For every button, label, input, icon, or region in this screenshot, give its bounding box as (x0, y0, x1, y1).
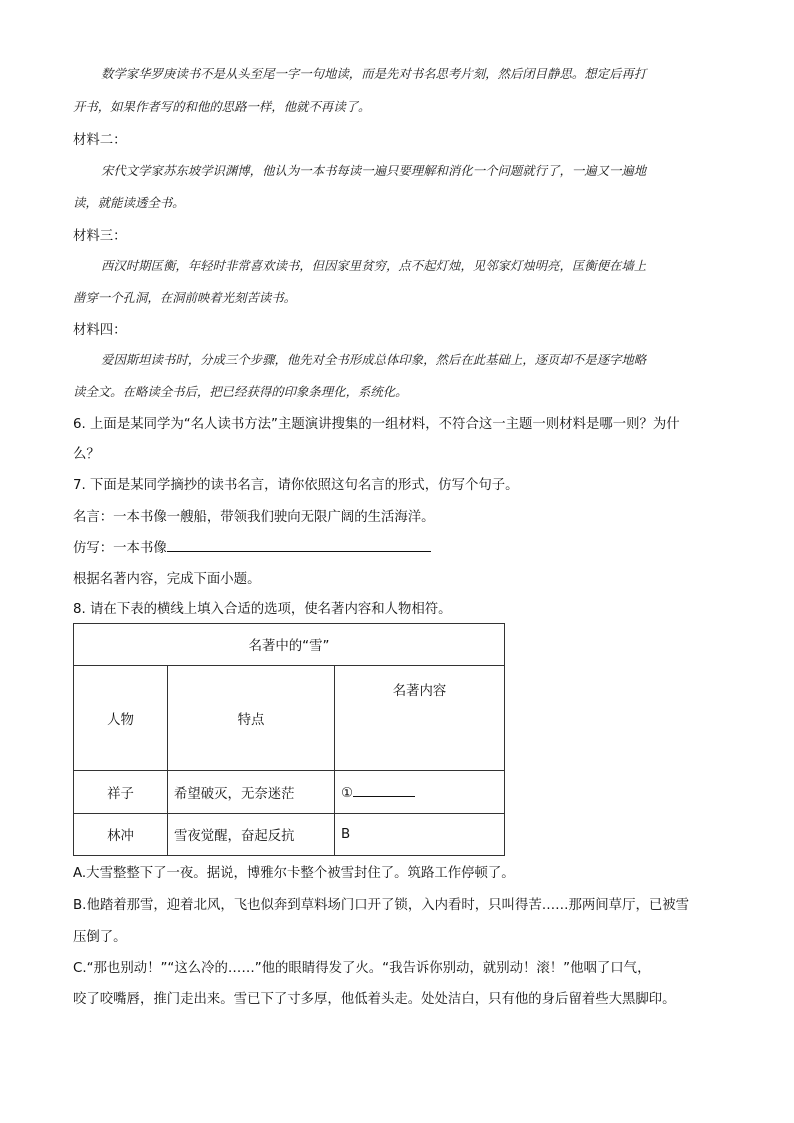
material4-line1: 爱因斯坦读书时，分成三个步骤，他先对全书形成总体印象，然后在此基础上，逐页却不是逐字地略 (101, 352, 647, 367)
question-7-prompt: 7. 下面是某同学摘抄的读书名言，请你依照这句名言的形式，仿写个句子。 (73, 478, 519, 493)
material4-line2: 读全文。在略读全书后，把已经获得的印象条理化，系统化。 (73, 384, 408, 399)
option-b-line2: 压倒了。 (73, 930, 127, 945)
table-row (74, 814, 505, 856)
option-a: A.大雪整整下了一夜。据说，博雅尔卡整个被雪封住了。筑路工作停顿了。 (73, 866, 515, 881)
row2-content: B (335, 814, 505, 856)
table-row (74, 771, 505, 814)
row1-person: 祥子 (74, 771, 168, 814)
header-trait: 特点 (168, 666, 335, 771)
header-content: 名著内容 (335, 666, 505, 771)
novel-snow-table (73, 623, 505, 856)
material3-label: 材料三： (73, 229, 127, 244)
row2-person: 林冲 (74, 814, 168, 856)
row1-answer-blank[interactable] (353, 784, 415, 797)
table-title: 名著中的“雪” (74, 624, 505, 666)
material3-line2: 凿穿一个孔洞，在洞前映着光刻苦读书。 (73, 290, 297, 305)
material2-line2: 读，就能读透全书。 (73, 195, 185, 210)
imitate-label: 仿写：一本书像 (73, 541, 167, 556)
question-6-line2: 么？ (73, 447, 100, 462)
imitate-answer-blank[interactable] (167, 539, 431, 552)
row2-trait: 雪夜觉醒，奋起反抗 (168, 814, 335, 856)
material4-label: 材料四： (73, 323, 127, 338)
material2-line1: 宋代文学家苏东坡学识渊博，他认为一本书每读一遍只要理解和消化一个问题就行了，一遍又一遍地 (101, 163, 647, 178)
option-c-line2: 咬了咬嘴唇，推门走出来。雪已下了寸多厚，他低着头走。处处洁白，只有他的身后留着些大黑脚印。 (73, 992, 676, 1007)
material3-line1: 西汉时期匡衡，年轻时非常喜欢读书，但因家里贫穷，点不起灯烛，见邻家灯烛明亮，匡衡便在墙上 (101, 258, 647, 273)
material2-label: 材料二： (73, 133, 127, 148)
material1-line2: 开书，如果作者写的和他的思路一样，他就不再读了。 (73, 99, 371, 114)
option-b-line1: B.他踏着那雪，迎着北风，飞也似奔到草料场门口开了锁，入内看时，只叫得苦……那两间草厅，已被雪 (73, 898, 690, 913)
question-7-imitate (73, 537, 431, 556)
header-person: 人物 (74, 666, 168, 771)
question-7-quote: 名言：一本书像一艘船，带领我们驶向无限广阔的生活海洋。 (73, 510, 435, 525)
material1-line1: 数学家华罗庚读书不是从头至尾一字一句地读，而是先对书名思考片刻，然后闭目静思。想定后再打 (101, 66, 647, 81)
row1-content-mark: ① (341, 785, 354, 801)
row1-trait: 希望破灭，无奈迷茫 (168, 771, 335, 814)
option-c-line1: C.“那也别动！”“这么冷的……”他的眼睛得发了火。“我告诉你别动，就别动！滚！”他咽了口气， (73, 961, 651, 976)
question-6-line1: 6. 上面是某同学为“名人读书方法”主题演讲搜集的一组材料，不符合这一主题一则材料是哪一则？为什 (73, 417, 680, 432)
question-8-prompt: 8. 请在下表的横线上填入合适的选项，使名著内容和人物相符。 (73, 602, 452, 617)
section-intro: 根据名著内容，完成下面小题。 (73, 572, 261, 587)
row1-content (335, 771, 505, 814)
